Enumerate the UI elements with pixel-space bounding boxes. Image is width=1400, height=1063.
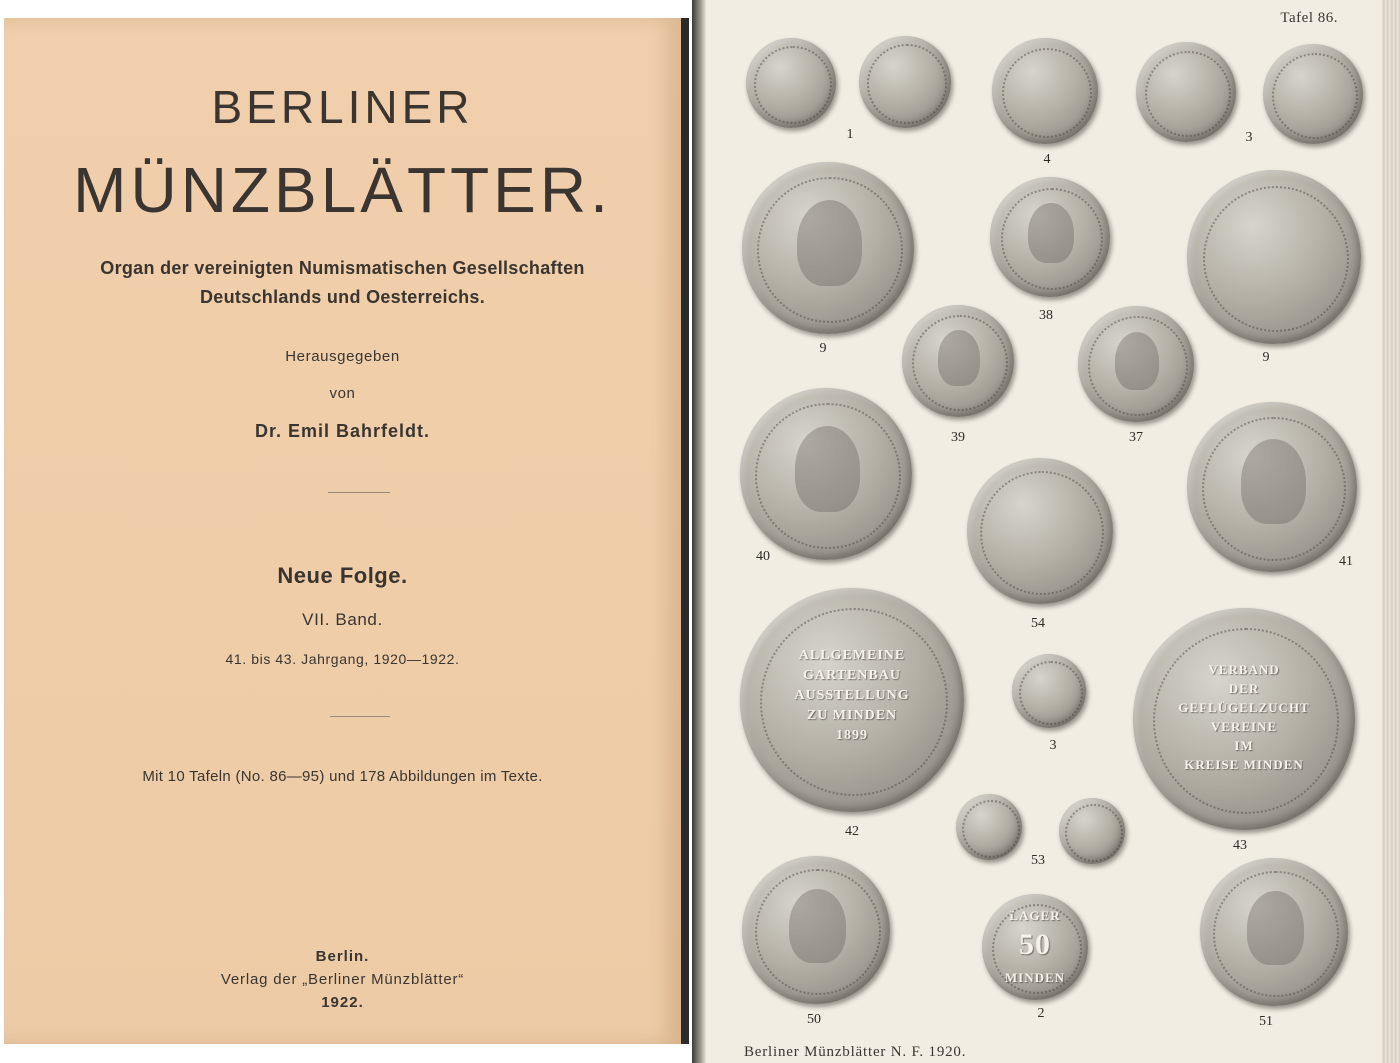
volume-label: VII. Band. — [302, 610, 383, 629]
coin-label-54: 54 — [1031, 616, 1045, 631]
portrait-relief — [1241, 439, 1306, 524]
coin-51 — [1200, 858, 1348, 1006]
plate-footer: Berliner Münzblätter N. F. 1920. — [744, 1044, 967, 1060]
coin-43-inscription — [1133, 660, 1355, 774]
coin-53-reverse — [1059, 798, 1125, 864]
publisher-city: Berlin. — [315, 948, 370, 965]
coin-41 — [1187, 402, 1357, 572]
portrait-relief — [938, 330, 981, 386]
inscription-line: 1899 — [836, 728, 868, 743]
portrait-relief — [797, 200, 862, 286]
editor-name: Dr. Emil Bahrfeldt. — [254, 421, 431, 441]
series-heading: Neue Folge. — [277, 563, 408, 588]
portrait-relief — [1028, 203, 1074, 263]
coin-38 — [990, 177, 1110, 297]
plate-number: Tafel 86. — [1280, 10, 1338, 26]
book-gutter — [681, 18, 689, 1044]
portrait-relief — [795, 426, 860, 512]
coin-42-inscription — [740, 646, 964, 746]
von-label: von — [329, 385, 356, 402]
title-line-1: BERLINER — [211, 81, 474, 133]
coin-1-reverse — [859, 36, 951, 128]
inscription-line: AUSSTELLUNG — [794, 688, 910, 703]
inscription-line: KREISE MINDEN — [1184, 757, 1304, 772]
inscription-line: DER — [1228, 681, 1260, 696]
portrait-relief — [1247, 891, 1303, 965]
inscription-line: IM — [1234, 738, 1254, 753]
inscription-line: ALLGEMEINE — [798, 648, 906, 663]
coin-label-9b: 9 — [1262, 350, 1270, 365]
coin-label-39: 39 — [951, 430, 965, 445]
plates-info: Mit 10 Tafeln (No. 86—95) und 178 Abbildungen im Texte. — [142, 768, 543, 785]
coin-2-value: 50 — [1019, 928, 1051, 961]
subtitle — [4, 254, 681, 312]
inscription-line: ZU MINDEN — [806, 708, 898, 723]
inscription-line: GEFLÜGELZUCHT — [1178, 700, 1310, 715]
divider-2 — [330, 716, 390, 717]
coin-label-38: 38 — [1039, 308, 1053, 323]
subtitle-line-2: Deutschlands und Oesterreichs. — [199, 287, 486, 307]
coin-label-41: 41 — [1339, 554, 1353, 569]
coin-40 — [740, 388, 912, 560]
coin-2-top-text: LAGER — [1009, 908, 1061, 923]
coin-3-obverse — [1136, 42, 1236, 142]
coin-9-reverse — [1187, 170, 1361, 344]
coin-54 — [967, 458, 1113, 604]
page-binding — [692, 0, 706, 1063]
coin-label-9a: 9 — [819, 341, 827, 356]
coin-9-obverse — [742, 162, 914, 334]
coin-plate-page — [692, 0, 1400, 1063]
coin-label-1: 1 — [846, 127, 854, 142]
coin-4 — [992, 38, 1098, 144]
coin-42 — [740, 588, 964, 812]
coin-label-53: 53 — [1031, 853, 1045, 868]
portrait-relief — [1115, 332, 1159, 390]
coin-50 — [742, 856, 890, 1004]
inscription-line: VEREINE — [1210, 719, 1278, 734]
coin-37 — [1078, 306, 1194, 422]
title-page — [4, 18, 681, 1044]
inscription-line: GARTENBAU — [803, 668, 901, 683]
coin-label-4: 4 — [1043, 152, 1051, 167]
coin-label-3b: 3 — [1049, 738, 1057, 753]
coin-label-3a: 3 — [1245, 130, 1253, 145]
coin-39 — [902, 305, 1014, 417]
title-line-2: MÜNZBLÄTTER. — [73, 154, 612, 226]
coin-3-reverse — [1263, 44, 1363, 144]
coin-1-obverse — [746, 38, 836, 128]
subtitle-line-1: Organ der vereinigten Numismatischen Gesellschaften — [100, 258, 585, 278]
published-by-label: Herausgegeben — [285, 348, 400, 365]
page-edge — [1382, 0, 1400, 1063]
coin-label-51: 51 — [1259, 1014, 1273, 1029]
coin-43 — [1133, 608, 1355, 830]
coin-label-50: 50 — [807, 1012, 821, 1027]
publisher-name: Verlag der „Berliner Münzblätter“ — [220, 971, 465, 988]
coin-label-42: 42 — [845, 824, 859, 839]
coin-3b — [1012, 654, 1086, 728]
coin-53-obverse — [956, 794, 1022, 860]
portrait-relief — [789, 889, 845, 963]
inscription-line: VERBAND — [1208, 662, 1280, 677]
coin-label-37: 37 — [1129, 430, 1143, 445]
coin-label-40: 40 — [756, 549, 770, 564]
coin-label-43: 43 — [1233, 838, 1247, 853]
coin-label-2: 2 — [1037, 1006, 1045, 1021]
years-label: 41. bis 43. Jahrgang, 1920—1922. — [225, 651, 460, 667]
publication-year: 1922. — [321, 994, 364, 1011]
coin-2 — [982, 894, 1088, 1000]
coin-2-bottom-text: MINDEN — [1004, 970, 1066, 985]
divider-1 — [328, 492, 390, 493]
